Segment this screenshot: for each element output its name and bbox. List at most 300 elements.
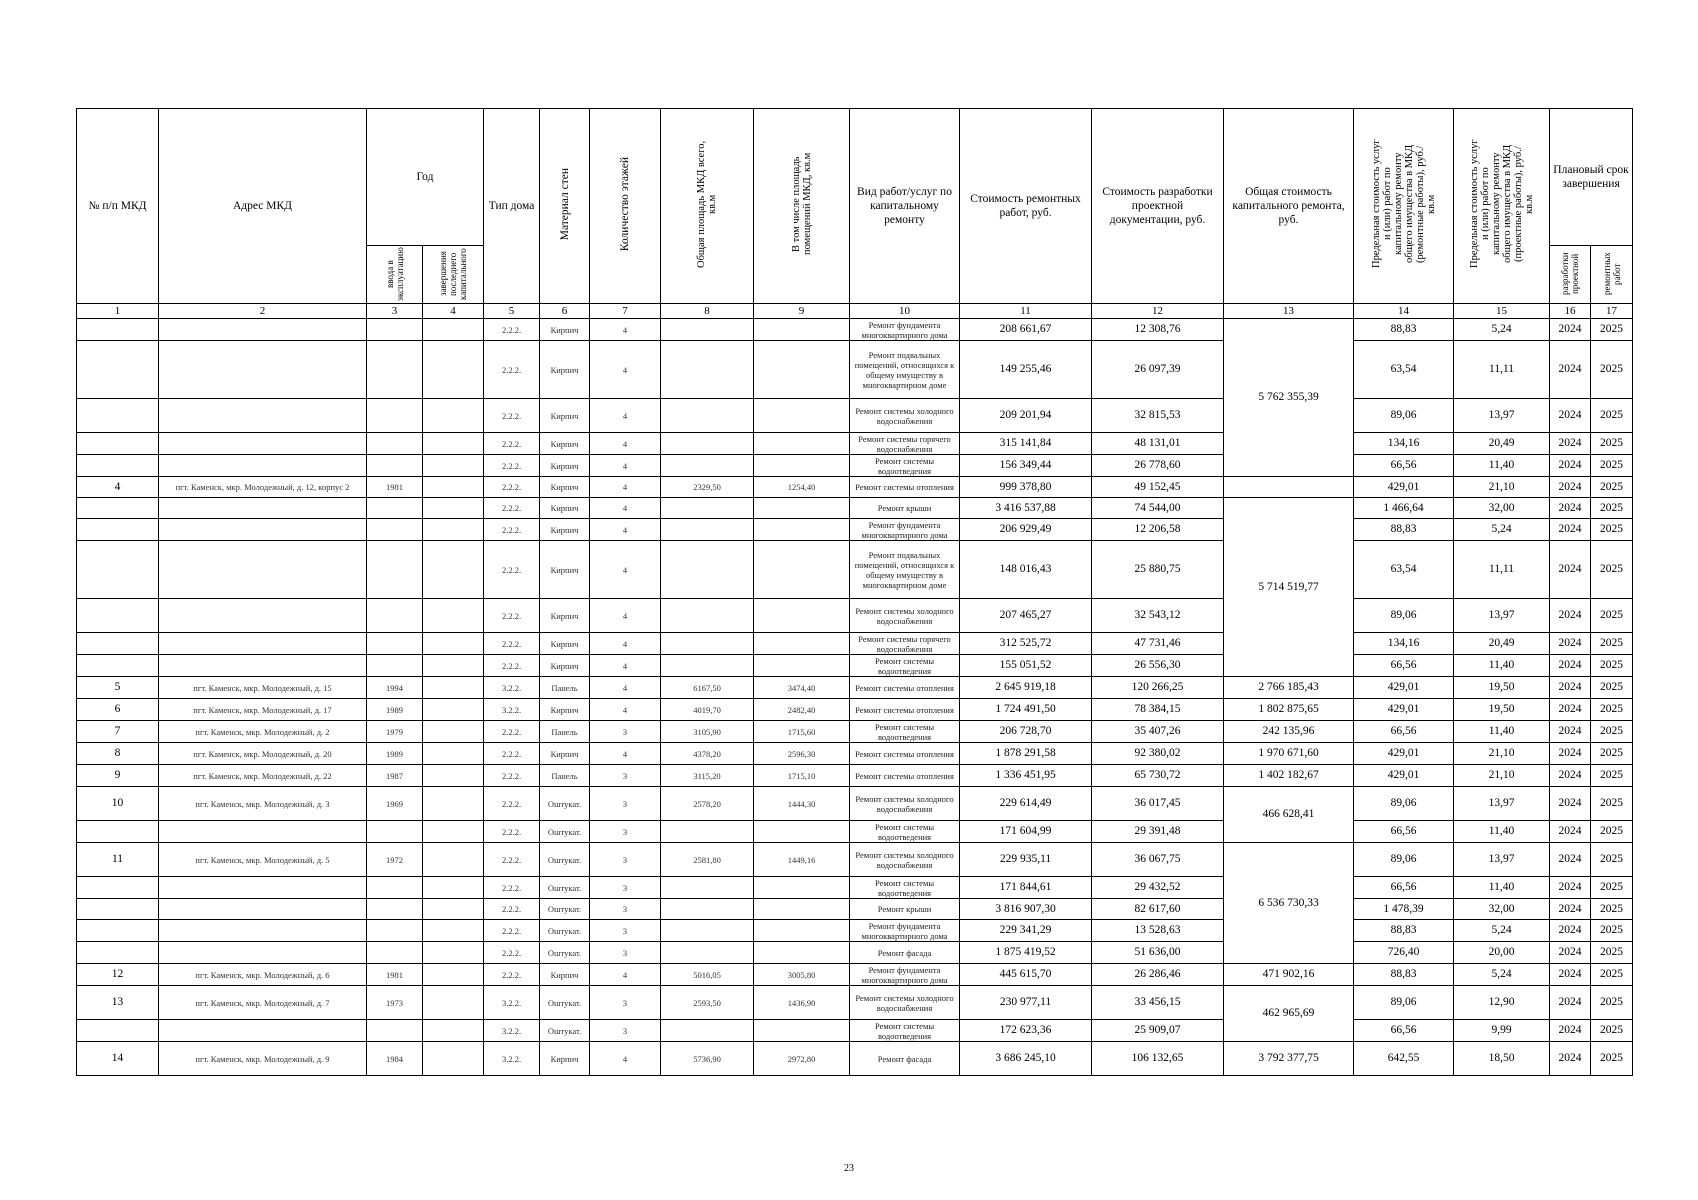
table-row — [77, 519, 1633, 541]
last-repair-year-cell — [423, 498, 484, 519]
mkd-number-cell — [77, 341, 159, 399]
repair-cost-cell: 312 525,72 — [960, 633, 1092, 655]
house-type-cell: 2.2.2. — [484, 920, 540, 942]
column-number: 2 — [159, 304, 367, 319]
header-address: Адрес МКД — [159, 109, 367, 304]
limit-repair-cell: 89,06 — [1354, 787, 1454, 821]
total-area-cell — [661, 655, 754, 677]
house-type-cell: 2.2.2. — [484, 455, 540, 477]
limit-repair-cell: 429,01 — [1354, 743, 1454, 765]
total-area-cell: 2578,20 — [661, 787, 754, 821]
wall-material-cell: Кирпич — [540, 319, 590, 341]
wall-material-cell: Кирпич — [540, 1042, 590, 1076]
limit-design-cell: 13,97 — [1454, 843, 1550, 877]
work-type-cell: Ремонт системы отопления — [850, 765, 960, 787]
total-area-cell — [661, 599, 754, 633]
wall-material-cell: Оштукат. — [540, 899, 590, 920]
header-design-cost: Стоимость разработки проектной документации, руб. — [1092, 109, 1224, 304]
wall-material-cell: Оштукат. — [540, 1020, 590, 1042]
address-cell: пгт. Каменск, мкр. Молодежный, д. 17 — [159, 699, 367, 721]
limit-design-cell: 21,10 — [1454, 743, 1550, 765]
total-area-cell: 2329,50 — [661, 477, 754, 498]
work-type-cell: Ремонт системы холодного водоснабжения — [850, 843, 960, 877]
address-cell — [159, 821, 367, 843]
wall-material-cell: Кирпич — [540, 519, 590, 541]
wall-material-cell: Оштукат. — [540, 986, 590, 1020]
design-cost-cell: 25 880,75 — [1092, 541, 1224, 599]
address-cell: пгт. Каменск, мкр. Молодежный, д. 20 — [159, 743, 367, 765]
header-year: Год — [367, 109, 484, 246]
commissioning-year-cell: 1989 — [367, 699, 423, 721]
work-type-cell: Ремонт системы водоотведения — [850, 1020, 960, 1042]
column-number-row — [77, 304, 1633, 319]
design-cost-cell: 106 132,65 — [1092, 1042, 1224, 1076]
floors-cell: 3 — [590, 821, 661, 843]
wall-material-cell: Кирпич — [540, 699, 590, 721]
design-cost-cell: 33 456,15 — [1092, 986, 1224, 1020]
repair-cost-cell: 206 929,49 — [960, 519, 1092, 541]
floors-cell: 4 — [590, 519, 661, 541]
house-type-cell: 2.2.2. — [484, 964, 540, 986]
total-area-cell: 2593,50 — [661, 986, 754, 1020]
repair-cost-cell: 229 341,29 — [960, 920, 1092, 942]
floors-cell: 3 — [590, 986, 661, 1020]
plan-repair-year-cell: 2025 — [1591, 1042, 1633, 1076]
last-repair-year-cell — [423, 319, 484, 341]
repair-cost-cell: 155 051,52 — [960, 655, 1092, 677]
commissioning-year-cell — [367, 341, 423, 399]
commissioning-year-cell: 1989 — [367, 743, 423, 765]
commissioning-year-cell — [367, 541, 423, 599]
subheader-repair-term — [1591, 246, 1633, 304]
premises-area-cell — [754, 633, 850, 655]
design-cost-cell: 29 391,48 — [1092, 821, 1224, 843]
plan-repair-year-cell: 2025 — [1591, 519, 1633, 541]
mkd-number-cell — [77, 899, 159, 920]
limit-repair-cell: 89,06 — [1354, 986, 1454, 1020]
limit-repair-cell: 63,54 — [1354, 341, 1454, 399]
plan-repair-year-cell: 2025 — [1591, 787, 1633, 821]
total-area-cell: 5016,05 — [661, 964, 754, 986]
floors-cell: 3 — [590, 843, 661, 877]
work-type-cell: Ремонт системы водоотведения — [850, 821, 960, 843]
total-cost-cell: 3 792 377,75 — [1224, 1042, 1354, 1076]
mkd-number-cell: 11 — [77, 843, 159, 877]
table-row — [77, 787, 1633, 821]
subheader-design-term-text: разработки проектной — [1560, 252, 1581, 295]
mkd-number-cell — [77, 655, 159, 677]
last-repair-year-cell — [423, 655, 484, 677]
limit-design-cell: 20,00 — [1454, 942, 1550, 964]
plan-design-year-cell: 2024 — [1550, 964, 1591, 986]
design-cost-cell: 13 528,63 — [1092, 920, 1224, 942]
subheader-commissioning — [367, 246, 423, 304]
plan-repair-year-cell: 2025 — [1591, 541, 1633, 599]
limit-design-cell: 32,00 — [1454, 899, 1550, 920]
header-wall-material-text: Материал стен — [558, 167, 571, 241]
design-cost-cell: 74 544,00 — [1092, 498, 1224, 519]
design-cost-cell: 78 384,15 — [1092, 699, 1224, 721]
repair-cost-cell: 229 935,11 — [960, 843, 1092, 877]
limit-design-cell: 5,24 — [1454, 964, 1550, 986]
table-row — [77, 341, 1633, 399]
wall-material-cell: Кирпич — [540, 341, 590, 399]
address-cell — [159, 341, 367, 399]
column-number: 8 — [661, 304, 754, 319]
design-cost-cell: 29 432,52 — [1092, 877, 1224, 899]
column-number: 7 — [590, 304, 661, 319]
floors-cell: 4 — [590, 477, 661, 498]
mkd-number-cell — [77, 877, 159, 899]
limit-repair-cell: 726,40 — [1354, 942, 1454, 964]
column-number: 16 — [1550, 304, 1591, 319]
house-type-cell: 3.2.2. — [484, 677, 540, 699]
address-cell: пгт. Каменск, мкр. Молодежный, д. 22 — [159, 765, 367, 787]
column-number: 5 — [484, 304, 540, 319]
limit-repair-cell: 429,01 — [1354, 699, 1454, 721]
table-row — [77, 765, 1633, 787]
mkd-number-cell — [77, 1020, 159, 1042]
limit-design-cell: 19,50 — [1454, 677, 1550, 699]
total-cost-cell: 1 402 182,67 — [1224, 765, 1354, 787]
floors-cell: 4 — [590, 455, 661, 477]
commissioning-year-cell: 1979 — [367, 721, 423, 743]
header-floors-text: Количество этажей — [619, 156, 632, 252]
mkd-number-cell — [77, 821, 159, 843]
work-type-cell: Ремонт фундамента многоквартирного дома — [850, 964, 960, 986]
limit-repair-cell: 134,16 — [1354, 633, 1454, 655]
plan-repair-year-cell: 2025 — [1591, 677, 1633, 699]
house-type-cell: 2.2.2. — [484, 541, 540, 599]
total-cost-cell: 1 802 875,65 — [1224, 699, 1354, 721]
wall-material-cell: Кирпич — [540, 655, 590, 677]
limit-design-cell: 12,90 — [1454, 986, 1550, 1020]
wall-material-cell: Кирпич — [540, 433, 590, 455]
house-type-cell: 2.2.2. — [484, 655, 540, 677]
work-type-cell: Ремонт системы водоотведения — [850, 721, 960, 743]
mkd-number-cell — [77, 399, 159, 433]
header-premises-area-text: В том числе площадь помещений МКД, кв.м — [790, 152, 813, 256]
repair-cost-cell: 3 416 537,88 — [960, 498, 1092, 519]
address-cell — [159, 519, 367, 541]
total-area-cell — [661, 920, 754, 942]
total-cost-cell: 471 902,16 — [1224, 964, 1354, 986]
floors-cell: 4 — [590, 319, 661, 341]
last-repair-year-cell — [423, 787, 484, 821]
mkd-number-cell: 14 — [77, 1042, 159, 1076]
table-row — [77, 899, 1633, 920]
design-cost-cell: 51 636,00 — [1092, 942, 1224, 964]
floors-cell: 4 — [590, 677, 661, 699]
repair-cost-cell: 206 728,70 — [960, 721, 1092, 743]
repair-cost-cell: 3 686 245,10 — [960, 1042, 1092, 1076]
limit-design-cell: 11,40 — [1454, 455, 1550, 477]
table-row — [77, 986, 1633, 1020]
floors-cell: 3 — [590, 721, 661, 743]
work-type-cell: Ремонт подвальных помещений, относящихся к общему имуществу в многоквартирном доме — [850, 541, 960, 599]
floors-cell: 4 — [590, 964, 661, 986]
table-row — [77, 877, 1633, 899]
floors-cell: 3 — [590, 765, 661, 787]
work-type-cell: Ремонт системы водоотведения — [850, 655, 960, 677]
table-row — [77, 433, 1633, 455]
total-area-cell — [661, 633, 754, 655]
work-type-cell: Ремонт системы холодного водоснабжения — [850, 399, 960, 433]
house-type-cell: 3.2.2. — [484, 1042, 540, 1076]
header-plan-term: Плановый срок завершения — [1550, 109, 1633, 246]
premises-area-cell: 1715,10 — [754, 765, 850, 787]
work-type-cell: Ремонт системы отопления — [850, 477, 960, 498]
subheader-last-repair — [423, 246, 484, 304]
premises-area-cell — [754, 399, 850, 433]
house-type-cell: 2.2.2. — [484, 433, 540, 455]
wall-material-cell: Оштукат. — [540, 843, 590, 877]
mkd-number-cell: 8 — [77, 743, 159, 765]
house-type-cell: 2.2.2. — [484, 319, 540, 341]
mkd-number-cell — [77, 942, 159, 964]
premises-area-cell — [754, 541, 850, 599]
limit-repair-cell: 134,16 — [1354, 433, 1454, 455]
header-repair-cost: Стоимость ремонтных работ, руб. — [960, 109, 1092, 304]
last-repair-year-cell — [423, 541, 484, 599]
limit-design-cell: 13,97 — [1454, 399, 1550, 433]
house-type-cell: 2.2.2. — [484, 477, 540, 498]
table-row — [77, 633, 1633, 655]
table-row — [77, 721, 1633, 743]
design-cost-cell: 48 131,01 — [1092, 433, 1224, 455]
column-number: 15 — [1454, 304, 1550, 319]
limit-repair-cell: 89,06 — [1354, 599, 1454, 633]
house-type-cell: 2.2.2. — [484, 721, 540, 743]
total-area-cell — [661, 899, 754, 920]
last-repair-year-cell — [423, 821, 484, 843]
limit-repair-cell: 1 466,64 — [1354, 498, 1454, 519]
commissioning-year-cell — [367, 599, 423, 633]
address-cell — [159, 455, 367, 477]
design-cost-cell: 65 730,72 — [1092, 765, 1224, 787]
house-type-cell: 2.2.2. — [484, 899, 540, 920]
total-cost-cell: 5 762 355,39 — [1224, 319, 1354, 477]
work-type-cell: Ремонт фасада — [850, 942, 960, 964]
wall-material-cell: Кирпич — [540, 541, 590, 599]
column-number: 3 — [367, 304, 423, 319]
column-number: 12 — [1092, 304, 1224, 319]
design-cost-cell: 49 152,45 — [1092, 477, 1224, 498]
floors-cell: 3 — [590, 942, 661, 964]
work-type-cell: Ремонт системы холодного водоснабжения — [850, 599, 960, 633]
table-row — [77, 399, 1633, 433]
plan-design-year-cell: 2024 — [1550, 787, 1591, 821]
mkd-number-cell: 7 — [77, 721, 159, 743]
address-cell — [159, 1020, 367, 1042]
limit-design-cell: 11,11 — [1454, 541, 1550, 599]
design-cost-cell: 36 067,75 — [1092, 843, 1224, 877]
floors-cell: 4 — [590, 498, 661, 519]
last-repair-year-cell — [423, 677, 484, 699]
total-area-cell — [661, 942, 754, 964]
total-area-cell — [661, 455, 754, 477]
total-area-cell: 5736,90 — [661, 1042, 754, 1076]
plan-design-year-cell: 2024 — [1550, 986, 1591, 1020]
design-cost-cell: 82 617,60 — [1092, 899, 1224, 920]
commissioning-year-cell: 1981 — [367, 477, 423, 498]
plan-design-year-cell: 2024 — [1550, 477, 1591, 498]
house-type-cell: 3.2.2. — [484, 699, 540, 721]
house-type-cell: 2.2.2. — [484, 633, 540, 655]
premises-area-cell — [754, 821, 850, 843]
plan-repair-year-cell: 2025 — [1591, 964, 1633, 986]
premises-area-cell: 1444,30 — [754, 787, 850, 821]
floors-cell: 4 — [590, 633, 661, 655]
limit-design-cell: 9,99 — [1454, 1020, 1550, 1042]
limit-design-cell: 5,24 — [1454, 519, 1550, 541]
work-type-cell: Ремонт системы водоотведения — [850, 877, 960, 899]
table-row — [77, 477, 1633, 498]
house-type-cell: 2.2.2. — [484, 498, 540, 519]
address-cell: пгт. Каменск, мкр. Молодежный, д. 5 — [159, 843, 367, 877]
house-type-cell: 2.2.2. — [484, 341, 540, 399]
subheader-design-term — [1550, 246, 1591, 304]
commissioning-year-cell — [367, 633, 423, 655]
premises-area-cell — [754, 877, 850, 899]
design-cost-cell: 35 407,26 — [1092, 721, 1224, 743]
address-cell — [159, 498, 367, 519]
repair-cost-cell: 207 465,27 — [960, 599, 1092, 633]
plan-design-year-cell: 2024 — [1550, 1020, 1591, 1042]
last-repair-year-cell — [423, 699, 484, 721]
work-type-cell: Ремонт подвальных помещений, относящихся к общему имуществу в многоквартирном доме — [850, 341, 960, 399]
work-type-cell: Ремонт фундамента многоквартирного дома — [850, 319, 960, 341]
total-cost-cell: 1 970 671,60 — [1224, 743, 1354, 765]
last-repair-year-cell — [423, 1042, 484, 1076]
floors-cell: 4 — [590, 341, 661, 399]
last-repair-year-cell — [423, 1020, 484, 1042]
plan-repair-year-cell: 2025 — [1591, 1020, 1633, 1042]
table-row — [77, 541, 1633, 599]
address-cell — [159, 877, 367, 899]
plan-design-year-cell: 2024 — [1550, 633, 1591, 655]
plan-repair-year-cell: 2025 — [1591, 699, 1633, 721]
header-floors — [590, 109, 661, 304]
address-cell — [159, 899, 367, 920]
work-type-cell: Ремонт системы отопления — [850, 743, 960, 765]
wall-material-cell: Кирпич — [540, 599, 590, 633]
commissioning-year-cell: 1972 — [367, 843, 423, 877]
premises-area-cell — [754, 498, 850, 519]
table-row — [77, 699, 1633, 721]
total-area-cell — [661, 519, 754, 541]
table-row — [77, 1020, 1633, 1042]
total-area-cell — [661, 1020, 754, 1042]
plan-repair-year-cell: 2025 — [1591, 655, 1633, 677]
premises-area-cell — [754, 920, 850, 942]
house-type-cell: 2.2.2. — [484, 877, 540, 899]
plan-repair-year-cell: 2025 — [1591, 399, 1633, 433]
total-area-cell — [661, 319, 754, 341]
premises-area-cell — [754, 319, 850, 341]
commissioning-year-cell — [367, 821, 423, 843]
total-area-cell — [661, 399, 754, 433]
repair-cost-cell: 171 844,61 — [960, 877, 1092, 899]
commissioning-year-cell: 1981 — [367, 964, 423, 986]
work-type-cell: Ремонт фундамента многоквартирного дома — [850, 920, 960, 942]
limit-repair-cell: 66,56 — [1354, 455, 1454, 477]
header-premises-area — [754, 109, 850, 304]
wall-material-cell: Оштукат. — [540, 821, 590, 843]
repair-cost-cell: 230 977,11 — [960, 986, 1092, 1020]
total-area-cell: 3115,20 — [661, 765, 754, 787]
commissioning-year-cell: 1973 — [367, 986, 423, 1020]
limit-repair-cell: 89,06 — [1354, 399, 1454, 433]
premises-area-cell — [754, 942, 850, 964]
repair-cost-cell: 149 255,46 — [960, 341, 1092, 399]
address-cell: пгт. Каменск, мкр. Молодежный, д. 15 — [159, 677, 367, 699]
mkd-number-cell — [77, 498, 159, 519]
page-number: 23 — [844, 1163, 854, 1174]
wall-material-cell: Оштукат. — [540, 942, 590, 964]
plan-design-year-cell: 2024 — [1550, 899, 1591, 920]
total-area-cell: 2581,80 — [661, 843, 754, 877]
limit-design-cell: 32,00 — [1454, 498, 1550, 519]
last-repair-year-cell — [423, 455, 484, 477]
limit-repair-cell: 88,83 — [1354, 964, 1454, 986]
column-number: 17 — [1591, 304, 1633, 319]
table-row — [77, 319, 1633, 341]
commissioning-year-cell: 1969 — [367, 787, 423, 821]
house-type-cell: 3.2.2. — [484, 986, 540, 1020]
mkd-number-cell — [77, 319, 159, 341]
premises-area-cell — [754, 1020, 850, 1042]
house-type-cell: 2.2.2. — [484, 787, 540, 821]
plan-design-year-cell: 2024 — [1550, 498, 1591, 519]
limit-repair-cell: 63,54 — [1354, 541, 1454, 599]
plan-repair-year-cell: 2025 — [1591, 765, 1633, 787]
mkd-number-cell — [77, 433, 159, 455]
plan-repair-year-cell: 2025 — [1591, 633, 1633, 655]
mkd-number-cell — [77, 455, 159, 477]
total-area-cell — [661, 498, 754, 519]
wall-material-cell: Панель — [540, 677, 590, 699]
repair-cost-cell: 1 724 491,50 — [960, 699, 1092, 721]
address-cell: пгт. Каменск, мкр. Молодежный, д. 9 — [159, 1042, 367, 1076]
limit-design-cell: 20,49 — [1454, 633, 1550, 655]
total-area-cell — [661, 877, 754, 899]
floors-cell: 4 — [590, 399, 661, 433]
table-row — [77, 942, 1633, 964]
table-row — [77, 677, 1633, 699]
mkd-number-cell — [77, 541, 159, 599]
work-type-cell: Ремонт системы холодного водоснабжения — [850, 986, 960, 1020]
subheader-commissioning-text: ввода в эксплуатацию — [384, 246, 405, 301]
repair-cost-cell: 172 623,36 — [960, 1020, 1092, 1042]
last-repair-year-cell — [423, 843, 484, 877]
last-repair-year-cell — [423, 519, 484, 541]
plan-repair-year-cell: 2025 — [1591, 843, 1633, 877]
repair-cost-cell: 3 816 907,30 — [960, 899, 1092, 920]
wall-material-cell: Кирпич — [540, 633, 590, 655]
plan-repair-year-cell: 2025 — [1591, 986, 1633, 1020]
total-cost-cell: 242 135,96 — [1224, 721, 1354, 743]
plan-repair-year-cell: 2025 — [1591, 341, 1633, 399]
plan-repair-year-cell: 2025 — [1591, 498, 1633, 519]
column-number: 14 — [1354, 304, 1454, 319]
limit-repair-cell: 89,06 — [1354, 843, 1454, 877]
address-cell — [159, 399, 367, 433]
limit-design-cell: 21,10 — [1454, 765, 1550, 787]
subheader-repair-term-text: ремонтных работ — [1601, 252, 1622, 295]
wall-material-cell: Оштукат. — [540, 920, 590, 942]
address-cell: пгт. Каменск, мкр. Молодежный, д. 7 — [159, 986, 367, 1020]
